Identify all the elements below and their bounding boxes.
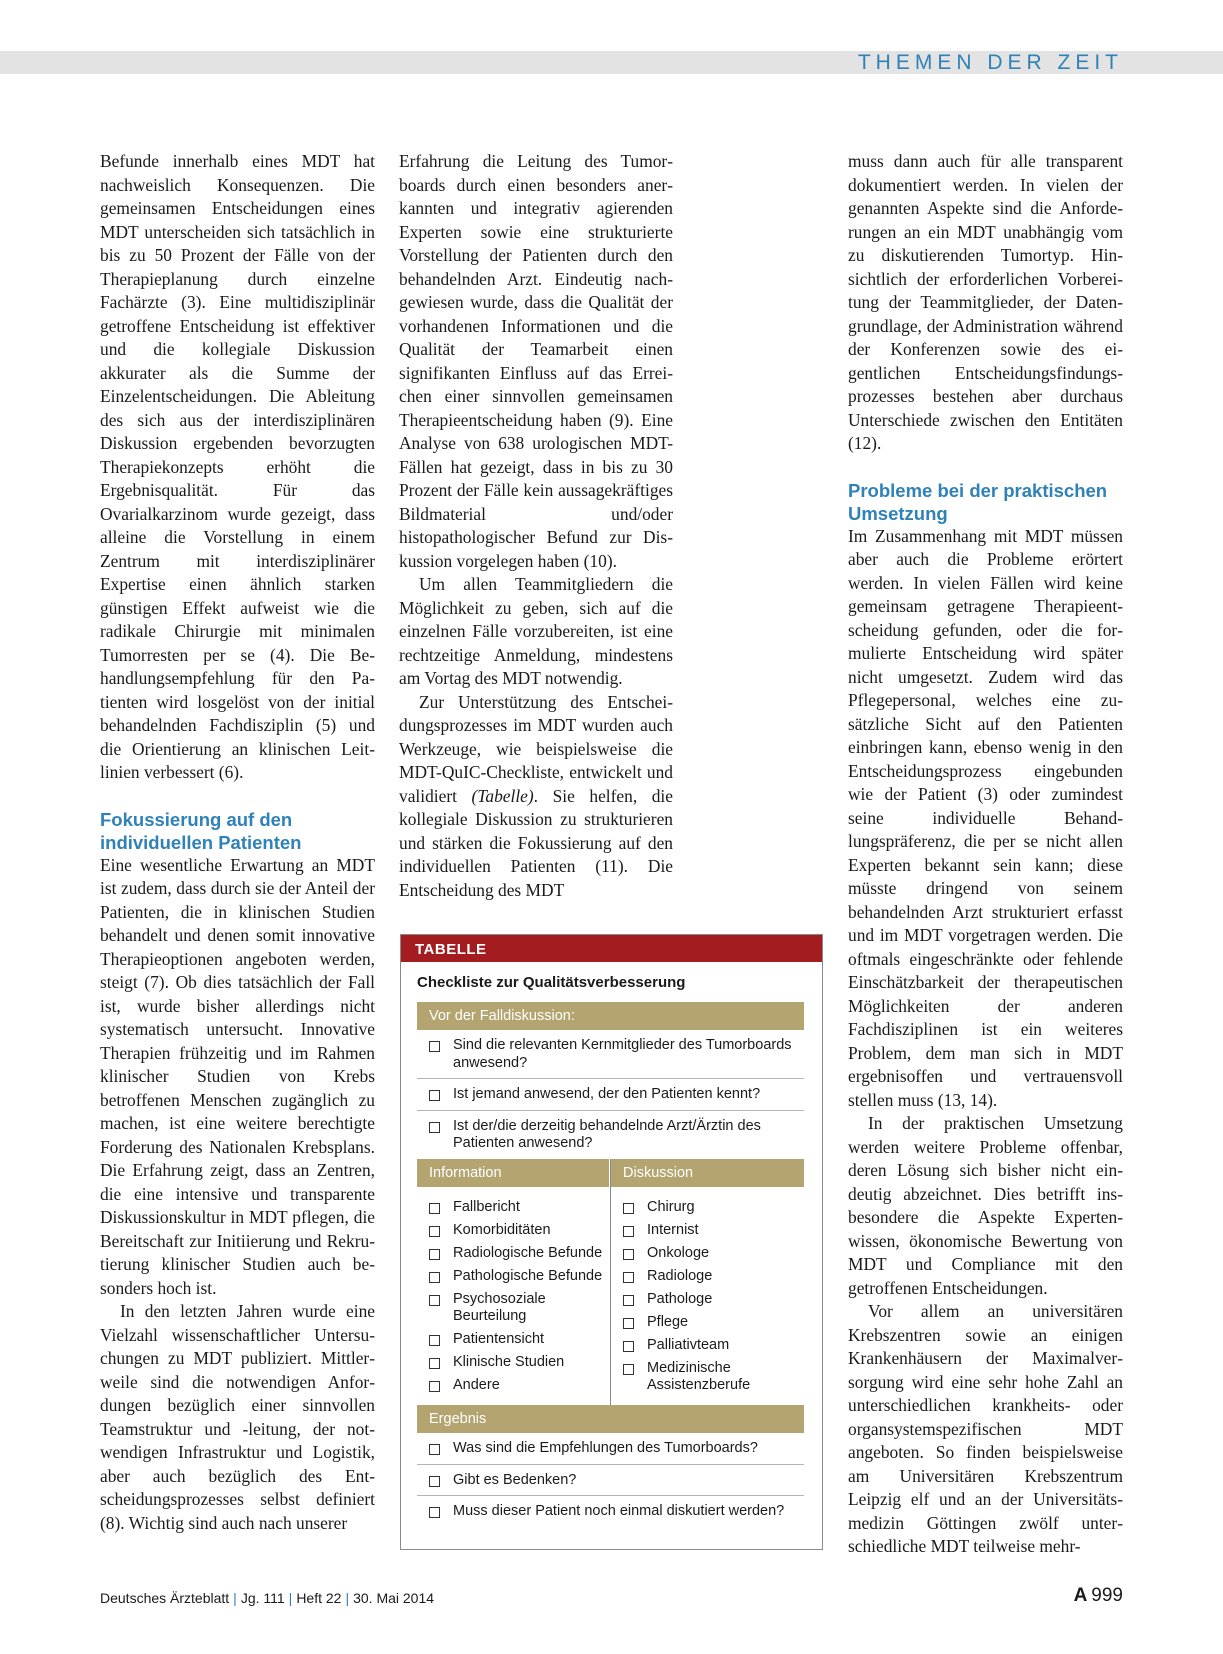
section-title: THEMEN DER ZEIT — [857, 51, 1123, 74]
paragraph — [399, 691, 673, 903]
checklist-item-text: Sind die relevanten Kernmitglieder des Tumorboards anwesend? — [453, 1037, 792, 1071]
checkbox-icon — [429, 1444, 440, 1455]
checklist-item — [417, 1351, 610, 1374]
checklist-result — [417, 1433, 804, 1527]
checklist-item — [417, 1374, 610, 1397]
checklist-before — [417, 1030, 804, 1159]
journal-issue: Heft 22 — [296, 1590, 342, 1606]
checkbox-icon — [429, 1226, 440, 1237]
table-title: Checkliste zur Qualitätsverbesserung — [417, 974, 686, 991]
checklist-item-text: Pathologe — [647, 1290, 713, 1307]
band-discussion: Diskussion — [611, 1159, 804, 1187]
text-column-2 — [399, 150, 673, 902]
journal-volume: Jg. 111 — [240, 1590, 285, 1606]
separator: | — [288, 1590, 293, 1606]
checkbox-icon — [429, 1122, 440, 1133]
checklist-item — [611, 1242, 804, 1265]
text-column-3 — [848, 150, 1123, 1559]
subheading: Probleme bei der praktischen Umsetzung — [848, 479, 1108, 524]
checklist-item — [611, 1357, 804, 1398]
page-number — [1074, 1584, 1123, 1608]
paragraph: In der praktischen Umsetzung werden weitere Probleme offenbar, deren Lösung sich bisher nicht eindeutig abzeichnet. Dies betrifft insbesondere die Aspekte Expertenwissen, ökonomische Bewertung von MDT und Compliance mit den getroffenen Entscheidungen. — [848, 1113, 1123, 1298]
checklist-item — [417, 1265, 610, 1288]
table-label: TABELLE — [401, 935, 822, 962]
information-column — [417, 1159, 611, 1406]
checkbox-icon — [623, 1341, 634, 1352]
checklist-table — [400, 934, 823, 1550]
checkbox-icon — [623, 1364, 634, 1375]
checklist-item — [417, 1433, 804, 1465]
paragraph: Um allen Teammitgliedern die Möglichkeit zu geben, sich auf die einzelnen Fälle vorzubereiten, ist eine rechtzeitige Anmeldung, mindestens am Vortag des MDT notwendig. — [399, 574, 673, 688]
checkbox-icon — [429, 1249, 440, 1260]
checklist-item — [417, 1079, 804, 1111]
checkbox-icon — [623, 1272, 634, 1283]
checklist-item-text: Ist der/die derzeitig behandelnde Arzt/Ärztin des Patienten anwesend? — [453, 1117, 761, 1151]
subheading: Fokussierung auf den individuellen Patienten — [100, 808, 302, 853]
checkbox-icon — [429, 1476, 440, 1487]
checklist-item-text: Medizinische Assistenzberufe — [647, 1359, 751, 1393]
checklist-item — [611, 1288, 804, 1311]
checklist-item-text: Klinische Studien — [453, 1354, 565, 1370]
checklist-item-text: Fallbericht — [453, 1198, 520, 1215]
checklist-item — [611, 1334, 804, 1357]
checklist-item-text: Gibt es Bedenken? — [453, 1471, 577, 1488]
checklist-item — [417, 1288, 610, 1329]
checklist-item-text: Radiologe — [647, 1267, 713, 1284]
checklist-item-text: Palliativteam — [647, 1336, 730, 1353]
text-column-1 — [100, 150, 375, 1535]
checklist-item — [417, 1196, 610, 1219]
checklist-item — [417, 1242, 610, 1265]
checklist-item-text: Muss dieser Patient noch einmal diskutiert werden? — [453, 1503, 785, 1519]
checkbox-icon — [429, 1381, 440, 1392]
paragraph: Vor allem an universitären Krebszentren sowie an einigen Krankenhäusern der Maximalversorgung wird eine sehr hohe Zahl an unterschiedlichen krankheits- oder organsystemspezifischen MDT angeboten. So finden beispielsweise am Universitären Krebszentrum Leipzig elf und an der Universitätsmedizin Göttingen zwölf unterschiedliche MDT teilweise mehr- — [848, 1301, 1123, 1556]
page-number-value: 999 — [1091, 1585, 1123, 1606]
paragraph: Im Zusammenhang mit MDT müssen aber auch die Probleme erörtert werden. In vielen Fällen wird keine gemeinsam getragene Therapieentscheidung gefunden, oder die formulierte Entscheidung wird später nicht umgesetzt. Zudem wird das Pflegepersonal, welches eine zusätzliche Sicht auf den Patienten einbringen kann, ebenso wenig in den Entscheidungsprozess eingebunden wie der Patient (3) oder zumindest seine individuelle Behandlungspräferenz, die per se nicht allen Experten bekannt sein kann; diese müsste dringend von seinem behandelnden Arzt strukturiert erfasst und im MDT vorgetragen werden. Die oftmals eingeschränkte oder fehlende Einschätzbarkeit der therapeutischen Möglichkeiten der anderen Fachdisziplinen ist ein weiteres Problem, dem man sich in MDT ergebnisoffen und vertrauensvoll stellen muss (13, 14). — [848, 525, 1123, 1110]
paragraph: Eine wesentliche Erwartung an MDT ist zudem, dass durch sie der Anteil der Patienten, die in klinischen Studien behandelt und denen somit innovative Therapieoptionen angeboten werden, steigt (7). Ob dies tatsächlich der Fall ist, wurde bisher allerdings nicht systematisch untersucht. Innovative Therapien frühzeitig und im Rahmen klinischer Studien von Krebs betroffenen Menschen zugänglich zu machen, ist eine weitere berechtigte Forderung des Nationalen Krebsplans. Die Erfahrung zeigt, dass an Zentren, die eine intensive und transparente Diskussionskultur in MDT pflegen, die Bereitschaft zur Initiierung und Rekrutierung klinischer Studien auch besonders hoch ist. — [100, 854, 375, 1298]
checklist-item — [611, 1196, 804, 1219]
checklist-item — [417, 1111, 804, 1159]
checklist-item-text: Patientensicht — [453, 1331, 545, 1347]
checkbox-icon — [623, 1203, 634, 1214]
paragraph: muss dann auch für alle transparent dokumentiert werden. In vielen der genannten Aspekte sind die Anforderungen an ein MDT unabhängig vom zu diskutierenden Tumortyp. Hinsichtlich der erforderlichen Vorbereitung der Teammitglieder, der Datengrundlage, der Administration während der Konferenzen sowie des eigentlichen Entscheidungsfindungsprozesses bestehen aber durchaus Unterschiede zwischen den Entitäten (12). — [848, 151, 1123, 453]
discussion-column — [611, 1159, 804, 1406]
checklist-item — [611, 1311, 804, 1334]
journal-date: 30. Mai 2014 — [353, 1590, 435, 1606]
paragraph: Befunde innerhalb eines MDT hat nachweislich Konsequenzen. Die gemeinsamen Entscheidungen eines MDT unterscheiden sich tatsächlich in bis zu 50 Prozent der Fälle von der Therapieplanung durch einzelne Fachärzte (3). Eine multidisziplinär getroffene Entscheidung ist effektiver und die kollegiale Diskussion akkurater als die Summe der Einzelentscheidungen. Die Ableitung des sich aus der interdisziplinären Diskussion ergebenden bevorzugten Therapiekonzepts erhöht die Ergebnisqualität. Für das Ovarialkarzinom wurde gezeigt, dass alleine die Vorstellung in einem Zentrum mit interdisziplinärer Expertise einen ähnlich starken günstigen Effekt aufweist wie die radikale Chirurgie mit minimalen Tumorresten per se (4). Die Behandlungsempfehlung für den Patienten wird losgelöst von der initial behandelnden Fachdisziplin (5) und die Orientierung an klinischen Leitlinien verbessert (6). — [100, 151, 375, 782]
checklist-item-text: Was sind die Empfehlungen des Tumorboards? — [453, 1440, 758, 1456]
band-result: Ergebnis — [417, 1405, 804, 1433]
footer-citation — [100, 1589, 434, 1607]
checklist-item — [417, 1465, 804, 1497]
checklist-item-text: Pflege — [647, 1313, 689, 1330]
checkbox-icon — [623, 1318, 634, 1329]
checkbox-icon — [429, 1507, 440, 1518]
paragraph: In den letzten Jahren wurde eine Vielzahl wissenschaftlicher Untersuchungen zu MDT publiziert. Mittlerweile sind die notwendigen Anfordungen bezüglich einer sinnvollen Teamstruktur und -leitung, der notwendigen Infrastruktur und Logistik, aber auch bezüglich des Entscheidungsprozesses selbst definiert (8). Wichtig sind auch nach unserer — [100, 1301, 375, 1533]
checklist-item-text: Komorbiditäten — [453, 1221, 551, 1238]
checkbox-icon — [623, 1295, 634, 1306]
checkbox-icon — [429, 1090, 440, 1101]
band-information: Information — [417, 1159, 610, 1187]
band-before-discussion: Vor der Falldiskussion: — [417, 1002, 804, 1030]
checklist-item — [417, 1030, 804, 1079]
separator: | — [233, 1590, 237, 1606]
paragraph-text: Zur Unterstützung des Entscheidungsprozesses im MDT wurden auch Werkzeuge, wie beispielsweise die MDT-QuIC-Checkliste, entwickelt und validiert — [399, 691, 673, 806]
checklist-item — [611, 1219, 804, 1242]
checklist-item-text: Internist — [647, 1221, 699, 1238]
checkbox-icon — [429, 1295, 440, 1306]
checklist-item-text: Andere — [453, 1377, 500, 1393]
table-reference: (Tabelle) — [471, 785, 534, 806]
checkbox-icon — [429, 1358, 440, 1369]
paragraph-text: . Sie helfen, die kollegiale Diskussion zu strukturieren und stärken die Fokussierung auf den individuellen Patienten (11). Die Entscheidung des MDT — [399, 785, 673, 900]
checklist-item-text: Radiologische Befunde — [453, 1244, 603, 1261]
checkbox-icon — [429, 1272, 440, 1283]
page-prefix: A — [1073, 1585, 1088, 1606]
separator: | — [345, 1590, 350, 1606]
checkbox-icon — [623, 1249, 634, 1260]
checklist-item — [417, 1496, 804, 1527]
checklist-item-text: Pathologische Befunde — [453, 1267, 603, 1284]
checklist-item-text: Onkologe — [647, 1244, 710, 1261]
checklist-item — [417, 1219, 610, 1242]
info-discussion-columns — [417, 1159, 804, 1406]
checkbox-icon — [429, 1335, 440, 1346]
checklist-item — [611, 1265, 804, 1288]
checkbox-icon — [623, 1226, 634, 1237]
paragraph: Erfahrung die Leitung des Tumorboards durch einen besonders anerkannten und integrativ agierenden Experten sowie eine strukturierte Vorstellung der Patienten durch den behandelnden Arzt. Eindeutig nachgewiesen wurde, dass die Qualität der vorhandenen Informationen und die Qualität der Teamarbeit einen signifikanten Einfluss auf das Erreichen einer sinnvollen gemeinsamen Therapieentscheidung haben (9). Eine Analyse von 638 urologischen MDT-Fällen hat gezeigt, dass in bis zu 30 Prozent der Fälle kein aussagekräftiges Bildmaterial und/oder histopathologischer Befund zur Diskussion vorgelegen haben (10). — [399, 151, 673, 571]
checkbox-icon — [429, 1041, 440, 1052]
checklist-item-text: Psychosoziale Beurteilung — [453, 1290, 546, 1324]
checkbox-icon — [429, 1203, 440, 1214]
checklist-item — [417, 1328, 610, 1351]
checklist-item-text: Ist jemand anwesend, der den Patienten kennt? — [453, 1086, 761, 1102]
checklist-item-text: Chirurg — [647, 1198, 695, 1215]
journal-name: Deutsches Ärzteblatt — [100, 1590, 230, 1606]
